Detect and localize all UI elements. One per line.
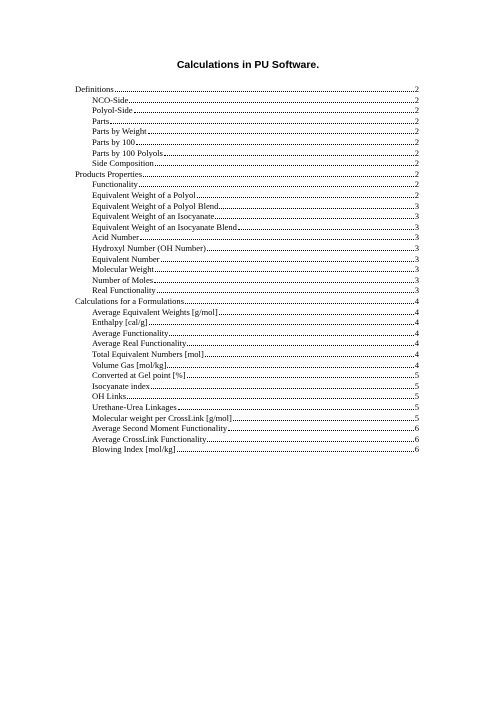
toc-entry-label: Equivalent Weight of an Isocyanate (92, 211, 215, 222)
toc-dot-leader (115, 84, 414, 92)
toc-dot-leader (177, 444, 414, 452)
toc-dot-leader (164, 148, 414, 156)
toc-entry-label: Parts by 100 (92, 137, 135, 147)
toc-entry[interactable] (92, 381, 419, 391)
toc-entry-page-number: 2 (414, 105, 419, 116)
toc-dot-leader (139, 179, 414, 187)
toc-dot-leader (149, 317, 414, 325)
toc-entry-page-number: 4 (414, 349, 419, 359)
toc-entry-page-number: 4 (414, 338, 419, 349)
toc-entry[interactable] (92, 243, 419, 253)
toc-entry-label: Equivalent Number (92, 253, 160, 264)
toc-entry-page-number: 6 (414, 433, 419, 444)
toc-entry[interactable] (92, 349, 419, 359)
toc-dot-leader (219, 307, 414, 315)
toc-entry[interactable] (92, 317, 419, 327)
toc-entry[interactable] (92, 254, 419, 264)
toc-dot-leader (155, 264, 414, 272)
toc-dot-leader (197, 190, 414, 198)
toc-entry-page-number: 2 (414, 137, 419, 147)
toc-dot-leader (155, 158, 414, 166)
toc-entry[interactable] (92, 105, 419, 115)
toc-entry-label: Definitions (75, 84, 114, 94)
toc-entry[interactable] (92, 370, 419, 380)
toc-entry-page-number: 3 (414, 274, 419, 285)
toc-entry-label: Average Functionality (92, 327, 169, 338)
toc-entry[interactable] (92, 275, 419, 285)
toc-entry[interactable] (92, 222, 419, 232)
toc-dot-leader (134, 105, 414, 113)
toc-dot-leader (151, 381, 414, 389)
toc-entry-label: Isocyanate index (92, 380, 150, 391)
toc-entry-page-number: 3 (414, 200, 419, 211)
toc-entry-page-number: 2 (414, 147, 419, 158)
toc-dot-leader (161, 254, 414, 262)
toc-entry-label: Products Properties (75, 168, 143, 179)
toc-entry-label: NCO-Side (92, 94, 129, 105)
toc-dot-leader (207, 243, 414, 251)
toc-dot-leader (136, 137, 414, 145)
toc-entry-page-number: 2 (414, 190, 419, 200)
toc-dot-leader (178, 402, 414, 410)
toc-dot-leader (140, 232, 414, 240)
toc-entry-page-number: 2 (414, 158, 419, 169)
toc-dot-leader (238, 222, 414, 230)
toc-entry[interactable] (75, 169, 419, 179)
toc-entry-page-number: 6 (414, 444, 419, 455)
toc-entry-label: Average Real Functionality (92, 338, 187, 349)
toc-entry[interactable] (92, 232, 419, 242)
toc-entry-page-number: 4 (414, 359, 419, 370)
toc-entry-label: Average Equivalent Weights [g/mol] (92, 306, 218, 317)
toc-entry[interactable] (92, 148, 419, 158)
toc-entry-label: Number of Moles (92, 274, 154, 285)
toc-entry-page-number: 3 (414, 232, 419, 243)
toc-entry[interactable] (92, 126, 419, 136)
toc-entry-label: Average CrossLink Functionality (92, 433, 207, 444)
toc-entry-page-number: 4 (414, 306, 419, 317)
toc-entry[interactable] (92, 95, 419, 105)
toc-dot-leader (205, 349, 414, 357)
document-title: Calculations in PU Software. (176, 59, 320, 71)
toc-dot-leader (157, 285, 414, 293)
toc-entry[interactable] (92, 137, 419, 147)
toc-entry-page-number: 2 (414, 126, 419, 137)
toc-entry-label: Blowing Index [mol/kg] (92, 444, 176, 455)
toc-dot-leader (187, 338, 413, 346)
toc-entry-page-number: 4 (414, 296, 419, 306)
toc-entry[interactable] (92, 285, 419, 295)
toc-entry-label: Polyol-Side (92, 105, 133, 116)
toc-dot-leader (127, 391, 414, 399)
toc-entry-page-number: 3 (414, 211, 419, 222)
toc-dot-leader (228, 423, 414, 431)
toc-dot-leader (185, 296, 414, 304)
toc-entry[interactable] (92, 328, 419, 338)
toc-entry-label: Volume Gas [mol/kg] (92, 359, 167, 370)
toc-entry-label: Enthalpy [cal/g] (92, 317, 148, 328)
toc-entry[interactable] (92, 201, 419, 211)
toc-entry-page-number: 3 (414, 253, 419, 264)
toc-entry-label: Calculations for a Formulations (75, 296, 185, 306)
toc-entry-label: Total Equivalent Numbers [mol] (92, 349, 204, 359)
toc-dot-leader (110, 116, 414, 124)
toc-entry-label: Parts by Weight (92, 126, 147, 137)
toc-entry-label: Real Functionality (92, 285, 156, 296)
toc-entry[interactable] (92, 116, 419, 126)
toc-entry-page-number: 3 (414, 243, 419, 253)
toc-entry[interactable] (92, 423, 419, 433)
toc-entry-label: Average Second Moment Functionality (92, 423, 228, 434)
toc-entry-label: Molecular weight per CrossLink [g/mol] (92, 412, 232, 423)
toc-entry[interactable] (92, 444, 419, 454)
toc-dot-leader (143, 169, 414, 177)
toc-entry[interactable] (92, 413, 419, 423)
toc-entry-page-number: 2 (414, 94, 419, 105)
toc-dot-leader (129, 95, 413, 103)
toc-dot-leader (215, 211, 413, 219)
toc-entry-label: Equivalent Weight of an Isocyanate Blend (92, 221, 237, 232)
toc-entry[interactable] (92, 211, 419, 221)
toc-dot-leader (148, 126, 414, 134)
toc-entry-label: OH Links (92, 391, 127, 402)
toc-entry[interactable] (92, 307, 419, 317)
toc-dot-leader (207, 434, 413, 442)
toc-entry-label: Converted at Gel point [%] (92, 370, 186, 381)
toc-entry-page-number: 5 (414, 370, 419, 381)
toc-entry-label: Equivalent Weight of a Polyol (92, 190, 196, 200)
toc-entry-label: Parts (92, 115, 110, 126)
toc-entry-page-number: 4 (414, 327, 419, 338)
toc-entry-page-number: 3 (414, 221, 419, 232)
toc-dot-leader (154, 275, 414, 283)
toc-entry-page-number: 2 (414, 84, 419, 94)
toc-entry[interactable] (92, 338, 419, 348)
toc-entry[interactable] (92, 190, 419, 200)
toc-entry[interactable] (92, 434, 419, 444)
toc-dot-leader (169, 328, 413, 336)
toc-entry-label: Acid Number (92, 232, 140, 243)
toc-entry-label: Equivalent Weight of a Polyol Blend (92, 200, 219, 211)
toc-entry-label: Molecular Weight (92, 264, 154, 275)
toc-dot-leader (219, 201, 413, 209)
toc-entry-label: Parts by 100 Polyols (92, 147, 163, 158)
toc-entry-page-number: 4 (414, 317, 419, 328)
toc-entry-label: Hydroxyl Number (OH Number) (92, 243, 206, 253)
toc-dot-leader (233, 413, 414, 421)
toc-entry-label: Functionality (92, 179, 138, 190)
toc-entry-page-number: 5 (414, 412, 419, 423)
toc-entry[interactable] (92, 158, 419, 168)
toc-entry-page-number: 2 (414, 179, 419, 190)
toc-entry[interactable] (92, 179, 419, 189)
toc-entry[interactable] (92, 360, 419, 370)
toc-dot-leader (167, 360, 413, 368)
toc-entry-page-number: 6 (414, 423, 419, 434)
toc-entry-page-number: 3 (414, 264, 419, 275)
toc-entry-page-number: 2 (414, 168, 419, 179)
toc-entry-label: Urethane-Urea Linkages (92, 402, 177, 412)
toc-entry-page-number: 5 (414, 391, 419, 402)
toc-entry-page-number: 5 (414, 402, 419, 412)
toc-entry-page-number: 2 (414, 115, 419, 126)
toc-entry[interactable] (92, 264, 419, 274)
toc-entry[interactable] (92, 391, 419, 401)
toc-entry[interactable] (75, 296, 419, 306)
toc-entry[interactable] (92, 402, 419, 412)
toc-dot-leader (187, 370, 414, 378)
toc-entry-page-number: 3 (414, 285, 419, 296)
toc-entry[interactable] (75, 84, 419, 94)
toc-entry-page-number: 5 (414, 380, 419, 391)
toc-entry-label: Side Composition (92, 158, 154, 169)
